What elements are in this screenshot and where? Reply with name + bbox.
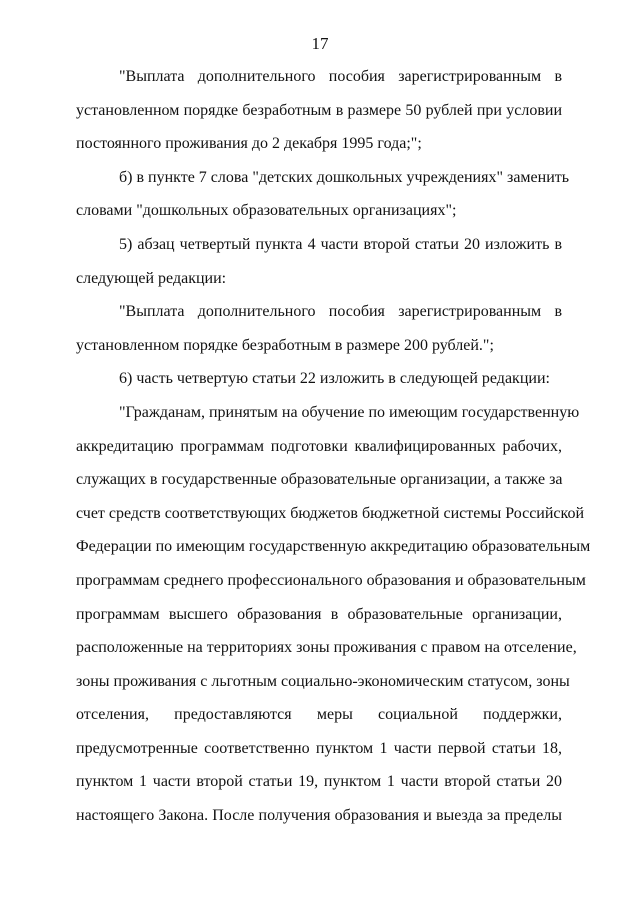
text-line: установленном порядке безработным в размере 200 рублей.";	[76, 336, 494, 354]
text-line: зоны проживания с льготным социально-экономическим статусом, зоны	[76, 672, 570, 690]
text-line: предусмотренные соответственно пунктом 1 части первой статьи 18,	[76, 739, 562, 757]
text-line: программам высшего образования в образовательные организации,	[76, 605, 562, 623]
page-number: 17	[311, 34, 329, 53]
text-line: отселения, предоставляются меры социальной поддержки,	[76, 706, 562, 724]
text-line: б) в пункте 7 слова "детских дошкольных учреждениях" заменить	[119, 168, 570, 186]
text-line: 5) абзац четвертый пункта 4 части второй статьи 20 изложить в	[119, 235, 562, 253]
text-line: постоянного проживания до 2 декабря 1995 года;";	[76, 135, 422, 153]
text-line: "Выплата дополнительного пособия зарегистрированным в	[119, 303, 562, 321]
document-body	[76, 60, 591, 833]
text-line: программам среднего профессионального образования и образовательным	[76, 571, 586, 589]
text-line: расположенные на территориях зоны проживания с правом на отселение,	[76, 639, 577, 657]
text-line: счет средств соответствующих бюджетов бюджетной системы Российской	[76, 504, 585, 522]
text-line: 6) часть четвертую статьи 22 изложить в следующей редакции:	[119, 370, 550, 388]
text-line: аккредитацию программам подготовки квалифицированных рабочих,	[76, 437, 562, 455]
text-line: Федерации по имеющим государственную аккредитацию образовательным	[76, 538, 591, 556]
text-line: "Выплата дополнительного пособия зарегистрированным в	[119, 68, 562, 85]
text-line: служащих в государственные образовательные организации, а также за	[76, 471, 563, 489]
text-line: следующей редакции:	[76, 269, 227, 287]
text-line: "Гражданам, принятым на обучение по имеющим государственную	[119, 403, 580, 421]
text-line: словами "дошкольных образовательных организациях";	[76, 202, 457, 220]
text-line: установленном порядке безработным в размере 50 рублей при условии	[76, 101, 562, 119]
text-line: настоящего Закона. После получения образования и выезда за пределы	[76, 807, 562, 825]
text-line: пунктом 1 части второй статьи 19, пунктом 1 части второй статьи 20	[76, 773, 562, 791]
